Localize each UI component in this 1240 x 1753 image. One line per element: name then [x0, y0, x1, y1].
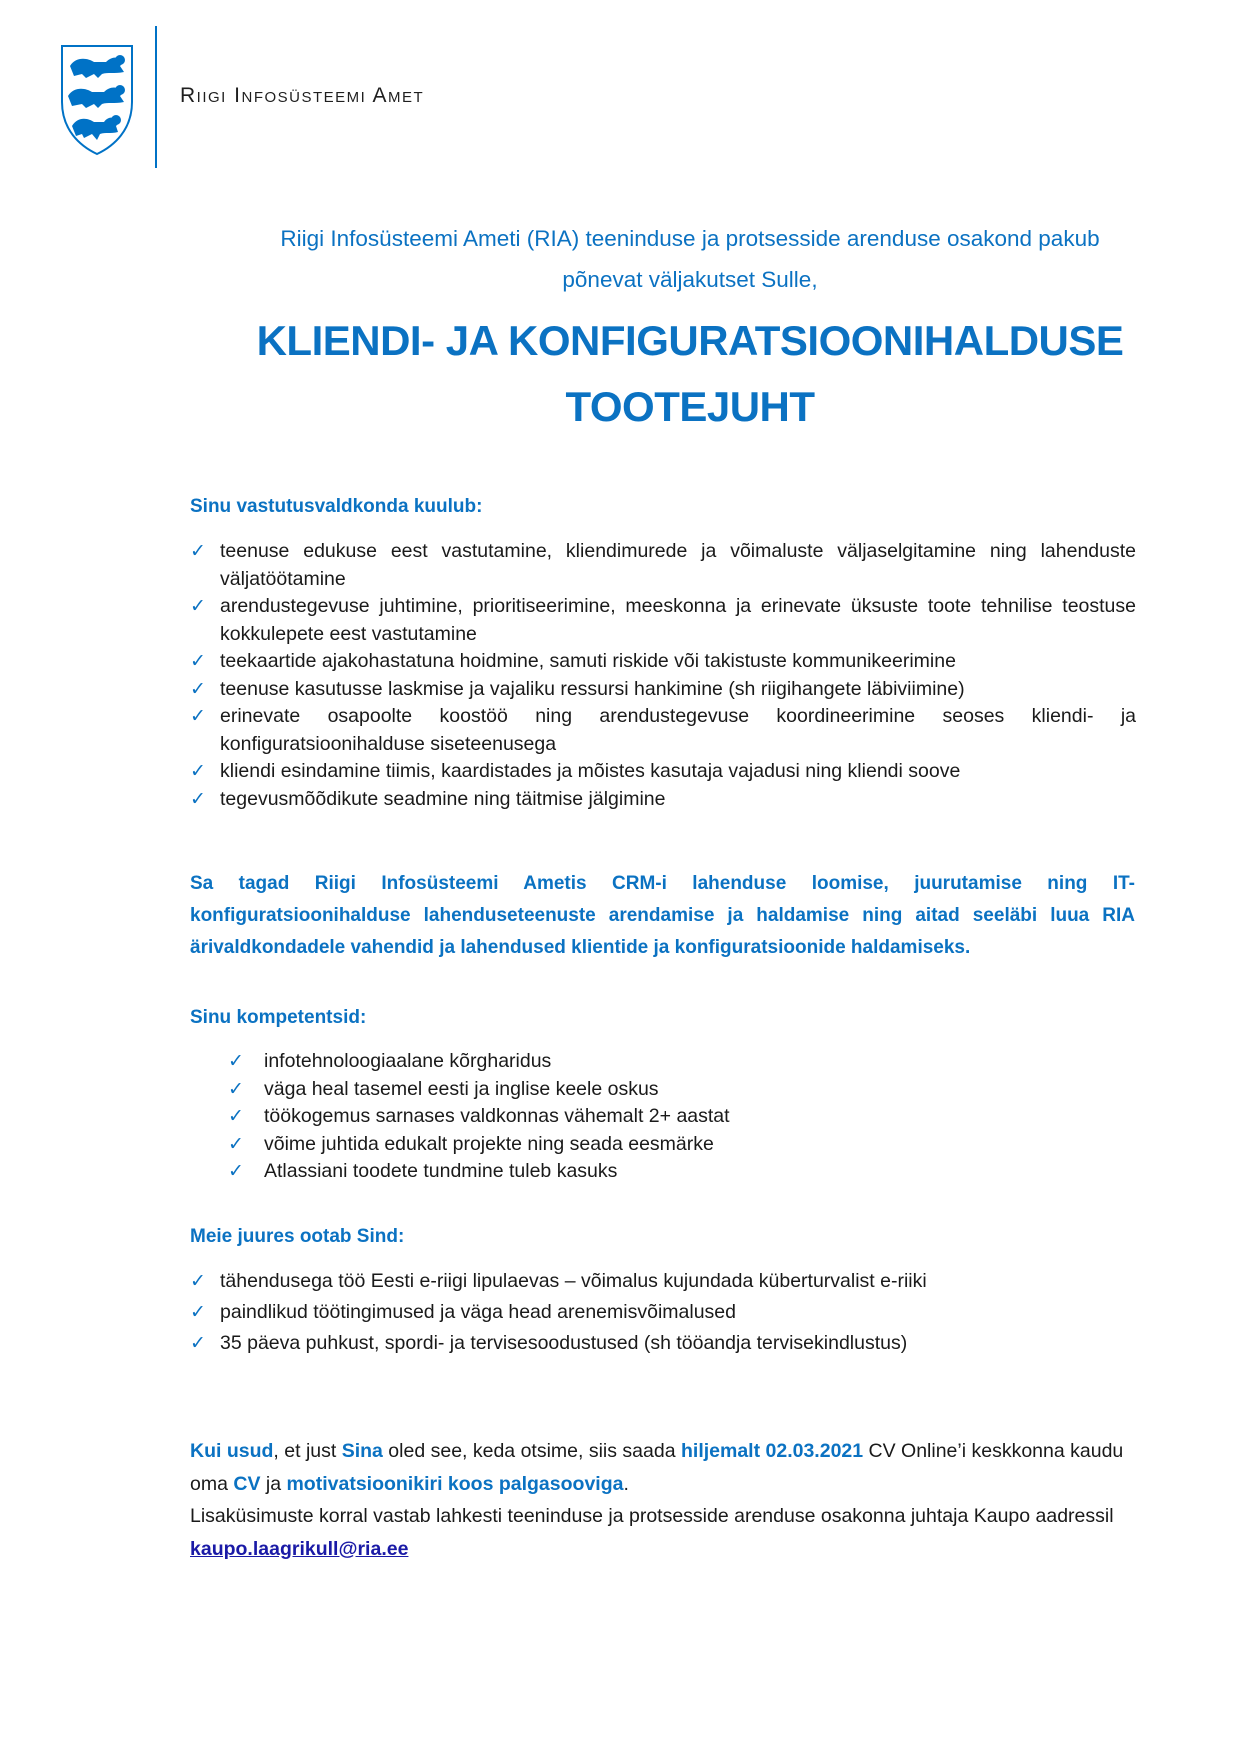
list-item: ✓ kliendi esindamine tiimis, kaardistades ja mõistes kasutaja vajadusi ning kliendi soove	[190, 758, 1136, 786]
check-icon: ✓	[228, 1050, 244, 1072]
competencies-list	[228, 1048, 1128, 1186]
check-icon: ✓	[190, 760, 206, 782]
list-item: ✓ Atlassiani toodete tundmine tuleb kasuks	[228, 1158, 1128, 1186]
list-item: ✓ infotehnoloogiaalane kõrgharidus	[228, 1048, 1128, 1076]
competencies-title: Sinu kompetentsid:	[190, 1007, 367, 1028]
check-icon: ✓	[228, 1160, 244, 1182]
logo-divider	[155, 26, 157, 168]
job-title	[140, 308, 1240, 440]
job-title-line-2: TOOTEJUHT	[565, 383, 815, 430]
contact-email-link[interactable]: kaupo.laagrikull@ria.ee	[190, 1537, 409, 1560]
list-item: ✓ teenuse edukuse eest vastutamine, kliendimurede ja võimaluste väljaselgitamine ning lahenduste väljatöötamine	[190, 540, 1136, 590]
responsibilities-title: Sinu vastutusvaldkonda kuulub:	[190, 496, 483, 517]
list-item: ✓ paindlikud töötingimused ja väga head arenemisvõimalused	[190, 1297, 1136, 1328]
organization-name: Riigi Infosüsteemi Amet	[180, 84, 425, 107]
closing-text	[190, 1435, 1140, 1565]
check-icon: ✓	[190, 705, 206, 727]
responsibilities-list	[190, 538, 1136, 813]
contact-info: Lisaküsimuste korral vastab lahkesti teeninduse ja protsesside arenduse osakonna juhtaja Kaupo aadressil kaupo.laagrikull@ria.ee	[190, 1505, 1114, 1560]
check-icon: ✓	[190, 1301, 206, 1323]
job-title-line-1: KLIENDI- JA KONFIGURATSIOONIHALDUSE	[256, 317, 1124, 364]
check-icon: ✓	[190, 650, 206, 672]
list-item: ✓ võime juhtida edukalt projekte ning seada eesmärke	[228, 1131, 1128, 1159]
intro-line-2: põnevat väljakutset Sulle,	[562, 267, 818, 292]
check-icon: ✓	[190, 677, 206, 700]
check-icon: ✓	[190, 787, 206, 810]
check-icon: ✓	[228, 1132, 244, 1155]
intro-line-1: Riigi Infosüsteemi Ameti (RIA) teeninduse ja protsesside arenduse osakond pakub	[280, 226, 1100, 251]
check-icon: ✓	[228, 1105, 244, 1127]
list-item: ✓ tegevusmõõdikute seadmine ning täitmise jälgimine	[190, 786, 1136, 814]
list-item: ✓ teenuse kasutusse laskmise ja vajaliku ressursi hankimine (sh riigihangete läbiviimine)	[190, 676, 1136, 704]
list-item: ✓ erinevate osapoolte koostöö ning arendustegevuse koordineerimine seoses kliendi- ja konfiguratsioonihalduse siseteenusega	[190, 705, 1136, 755]
application-instructions: Kui usud, et just Sina oled see, keda otsime, siis saada hiljemalt 02.03.2021 CV Online’i keskkonna kaudu oma CV ja motivatsioonikiri koos palgasooviga.	[190, 1440, 1124, 1495]
check-icon: ✓	[190, 540, 206, 562]
list-item: ✓ teekaartide ajakohastatuna hoidmine, samuti riskide või takistuste kommunikeerimine	[190, 648, 1136, 676]
check-icon: ✓	[190, 1270, 206, 1292]
list-item: ✓ väga heal tasemel eesti ja inglise keele oskus	[228, 1076, 1128, 1104]
offer-title: Meie juures ootab Sind:	[190, 1226, 405, 1247]
list-item: ✓ 35 päeva puhkust, spordi- ja tervisesoodustused (sh tööandja tervisekindlustus)	[190, 1328, 1136, 1359]
application-deadline: hiljemalt 02.03.2021	[680, 1440, 864, 1462]
check-icon: ✓	[190, 1332, 206, 1354]
offer-list	[190, 1266, 1136, 1359]
estonian-three-lions-coat-of-arms-icon	[58, 44, 136, 156]
list-item: ✓ arendustegevuse juhtimine, prioritiseerimine, meeskonna ja erinevate üksuste toote tehnilise teostuse kokkulepete eest vastutamine	[190, 595, 1136, 645]
role-statement: Sa tagad Riigi Infosüsteemi Ametis CRM-i lahenduse loomise, juurutamise ning IT-konfiguratsioonihalduse lahenduseteenuste arendamise ja haldamise ning aitad seeläbi luua RIA ärivaldkondadele vahendid ja lahendused klientide ja konfiguratsioonide haldamiseks.	[190, 873, 1135, 958]
check-icon: ✓	[190, 595, 206, 617]
list-item: ✓ töökogemus sarnases valdkonnas vähemalt 2+ aastat	[228, 1103, 1128, 1131]
check-icon: ✓	[228, 1077, 244, 1100]
intro-text	[190, 218, 1190, 300]
list-item: ✓ tähendusega töö Eesti e-riigi lipulaevas – võimalus kujundada küberturvalist e-riiki	[190, 1266, 1136, 1297]
